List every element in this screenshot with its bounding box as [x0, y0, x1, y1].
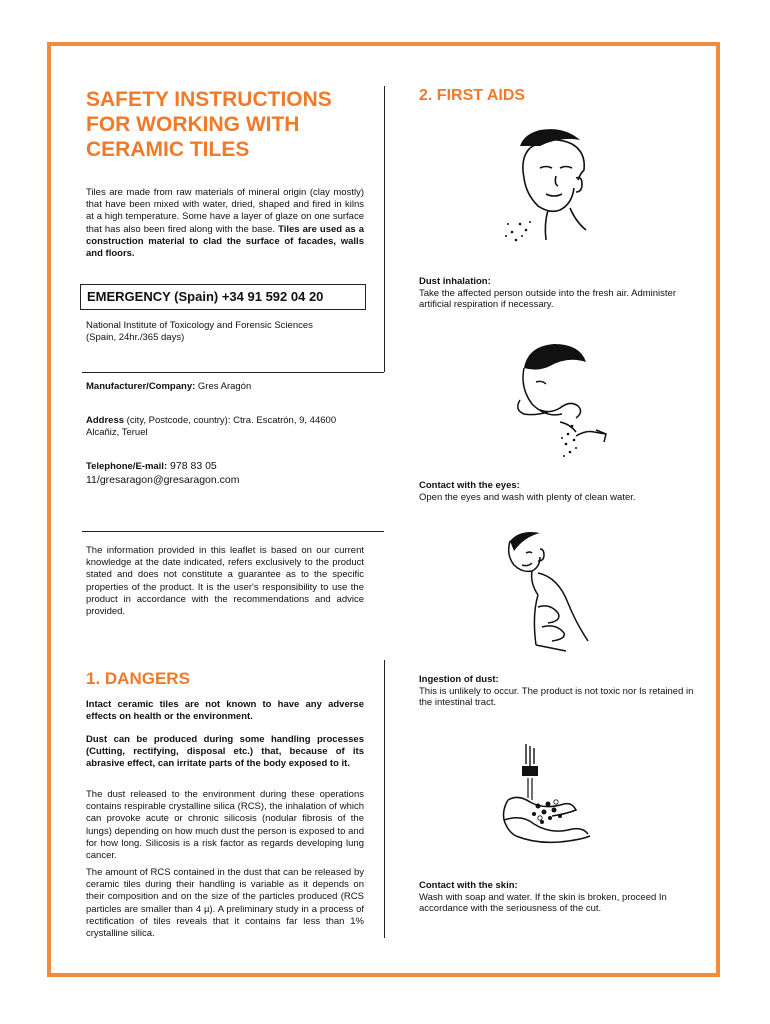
emergency-box: [80, 284, 366, 310]
dangers-paragraph-2: Dust can be produced during some handling processes (Cutting, rectifying, disposal etc.) that, because of its abrasive effect, can irritate parts of the body exposed to it.: [86, 734, 364, 770]
first-aid-item-1: [419, 276, 709, 311]
first-aid-label: Dust inhalation:: [419, 276, 491, 287]
telephone-line: [86, 460, 376, 486]
telephone-value: 978 83 05: [167, 460, 217, 472]
hand-wash-illustration: [498, 740, 608, 860]
first-aid-text: Wash with soap and water. If the skin is broken, proceed In accordance with the seriousness of the cut.: [419, 891, 667, 914]
first-aid-text: Open the eyes and wash with plenty of clean water.: [419, 491, 636, 503]
inhalation-illustration: [500, 128, 600, 258]
disclaimer-paragraph: The information provided in this leaflet is based on our current knowledge at the date indicated, refers exclusively to the product stated and does not constitute a guarantee as to the specific properties of the product. It is the user's responsibility to use the product in accordance with the recommendations and advice provided.: [86, 545, 364, 618]
eye-wash-illustration: [510, 340, 610, 465]
column-divider-bottom: [384, 660, 385, 938]
intro-paragraph: [86, 187, 364, 260]
emergency-label: EMERGENCY: [87, 289, 171, 304]
telephone-label: Telephone/E-mail:: [86, 461, 168, 472]
first-aid-item-4: [419, 880, 711, 915]
email-value: 11/gresaragon@gresaragon.com: [86, 473, 240, 486]
ingestion-illustration: [498, 527, 608, 657]
first-aid-text: This is unlikely to occur. The product is not toxic nor Is retained in the intestinal tract.: [419, 685, 694, 708]
manufacturer-label: Manufacturer/Company:: [86, 381, 196, 392]
emergency-country: (Spain): [170, 289, 222, 304]
first-aid-text: Take the affected person outside into the fresh air. Administer artificial respiration if necessary.: [419, 287, 677, 310]
first-aid-item-3: [419, 674, 709, 709]
separator-1: [82, 372, 384, 373]
page-title: SAFETY INSTRUCTIONS FOR WORKING WITH CERAMIC TILES: [86, 88, 332, 161]
emergency-phone: +34 91 592 04 20: [221, 289, 324, 304]
address-value: (city, Postcode, country): Ctra. Escatrón, 9, 44600 Alcañiz, Teruel: [86, 415, 337, 438]
institute-block: [86, 320, 376, 344]
dangers-heading: 1. DANGERS: [86, 669, 190, 688]
manufacturer-value: Gres Aragón: [195, 381, 252, 392]
column-divider-top: [384, 86, 385, 372]
separator-2: [82, 531, 384, 532]
address-line: [86, 415, 368, 439]
first-aids-heading: 2. FIRST AIDS: [419, 87, 526, 104]
dangers-paragraph-1: Intact ceramic tiles are not known to have any adverse effects on health or the environment.: [86, 699, 364, 723]
dangers-paragraph-3: The dust released to the environment during these operations contains respirable crystalline silica (RCS), the inhalation of which can provoke acute or chronic silicosis (nodular fibrosis of the lungs) depending on how much dust the person is exposed to and for how long. Silicosis is a risk factor as regards developing lung cancer.: [86, 789, 364, 862]
first-aid-label: Contact with the skin:: [419, 880, 518, 891]
intro-bold-text: Tiles are used as a construction material to clad the surface of facades, walls and floors.: [86, 223, 364, 260]
first-aid-label: Contact with the eyes:: [419, 480, 520, 491]
intro-text: Tiles are made from raw materials of mineral origin (clay mostly) that have been mixed with water, dried, shaped and fired in kilns at a high temperature. Some have a layer of glaze on one surface that has also been fired along with the base.: [86, 187, 364, 235]
institute-name: National Institute of Toxicology and Forensic Sciences: [86, 320, 313, 331]
first-aid-item-2: [419, 480, 709, 503]
first-aid-label: Ingestion of dust:: [419, 674, 499, 685]
dangers-paragraph-4: The amount of RCS contained in the dust that can be released by ceramic tiles during their handling is variable as it depends on their composition and on the size of the particles produced (RCS particles are smaller than 4 µ). A preliminary study in a process of rectification of tiles reveals that it contains far less than 1% crystalline silica.: [86, 867, 364, 940]
institute-hours: (Spain, 24hr./365 days): [86, 332, 185, 343]
address-label: Address: [86, 415, 125, 426]
manufacturer-line: [86, 381, 376, 393]
